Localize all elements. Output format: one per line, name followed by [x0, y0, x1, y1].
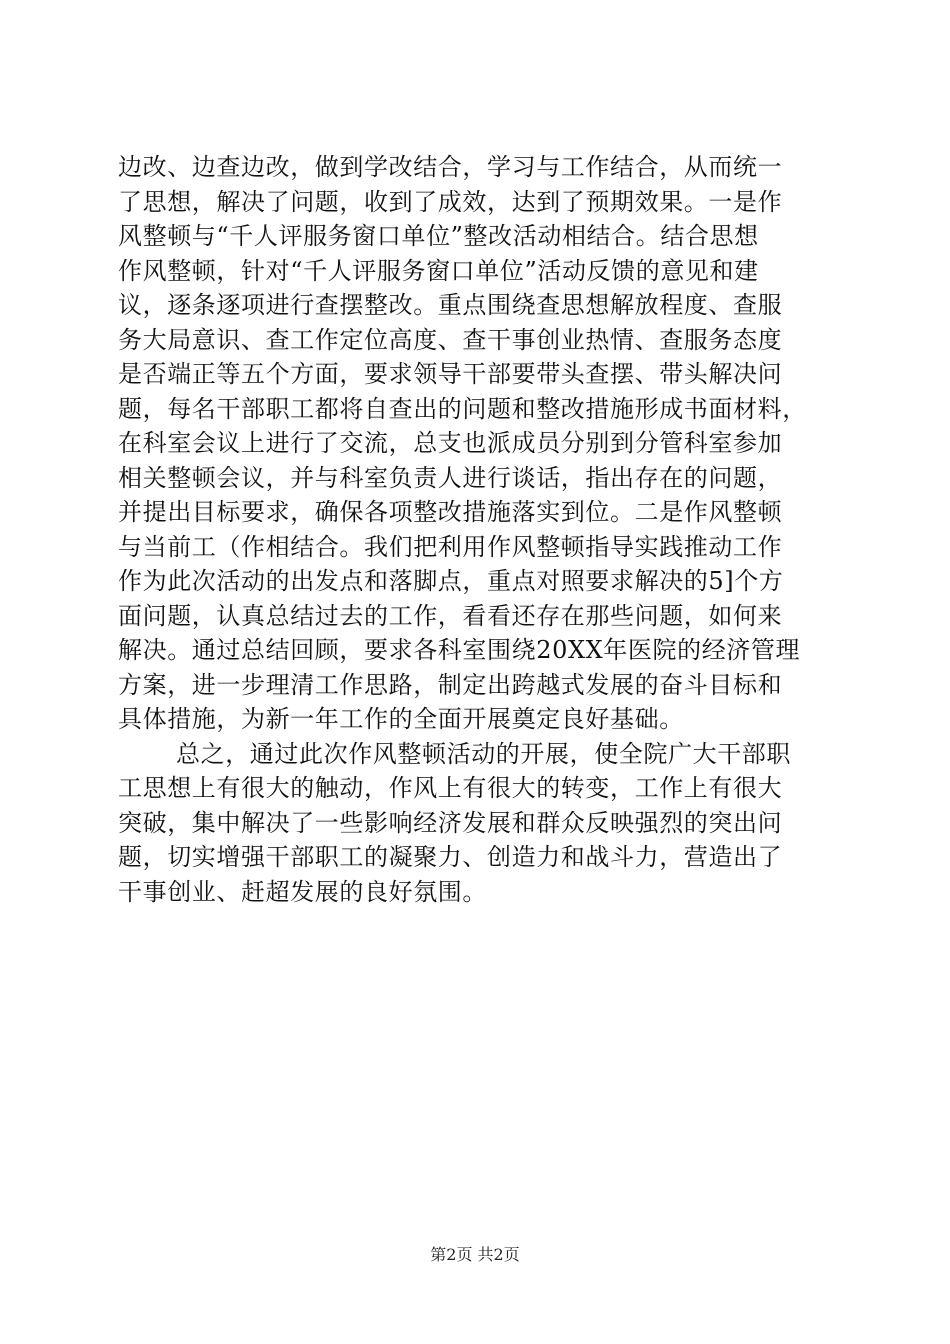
- text-line: 面问题，认真总结过去的工作，看看还存在那些问题，如何来: [118, 601, 783, 630]
- text-line: 题，每名干部职工都将自查出的问题和整改措施形成书面材料，: [118, 394, 807, 423]
- text-line: 务大局意识、查工作定位高度、查干事创业热情、查服务态度: [118, 325, 783, 354]
- text-line: 干事创业、赶超发展的良好氛围。: [118, 877, 487, 906]
- text-line: 题，切实增强干部职工的凝聚力、创造力和战斗力，营造出了: [118, 843, 783, 871]
- text-line: 是否端正等五个方面，要求领导干部要带头查摆、带头解决问: [118, 360, 783, 388]
- text-line: 在科室会议上进行了交流，总支也派成员分别到分管科室参加: [118, 429, 783, 457]
- text-line: 边改、边查边改，做到学改结合，学习与工作结合，从而统一: [118, 153, 783, 181]
- text-line: 具体措施，为新一年工作的全面开展奠定良好基础。: [118, 705, 684, 733]
- text-line: 工思想上有很大的触动，作风上有很大的转变，工作上有很大: [118, 774, 783, 802]
- text-line: 风整顿与“千人评服务窗口单位”整改活动相结合。结合思想: [118, 222, 759, 250]
- text-line: 方案，进一步理清工作思路，制定出跨越式发展的奋斗目标和: [118, 670, 783, 699]
- text-line: 作为此次活动的出发点和落脚点，重点对照要求解决的5]个方: [118, 567, 784, 595]
- page-footer: [0, 1244, 950, 1266]
- text-line: 相关整顿会议，并与科室负责人进行谈话，指出存在的问题，: [118, 463, 783, 492]
- text-line: 与当前工（作相结合。我们把利用作风整顿指导实践推动工作: [118, 532, 783, 561]
- page-number-label: 第2页 共2页: [430, 1245, 520, 1264]
- text-line: 突破，集中解决了一些影响经济发展和群众反映强烈的突出问: [118, 808, 783, 837]
- text-line: 作风整顿，针对“千人评服务窗口单位”活动反馈的意见和建: [118, 256, 759, 285]
- text-line: 解决。通过总结回顾，要求各科室围绕20XX年医院的经济管理: [118, 636, 801, 664]
- document-body: [118, 150, 834, 909]
- text-line: 并提出目标要求，确保各项整改措施落实到位。二是作风整顿: [118, 498, 783, 526]
- text-line: 了思想，解决了问题，收到了成效，达到了预期效果。一是作: [118, 187, 783, 216]
- text-line: 议，逐条逐项进行查摆整改。重点围绕查思想解放程度、查服: [118, 291, 783, 319]
- paragraph-start-line: 总之，通过此次作风整顿活动的开展，使全院广大干部职: [176, 739, 791, 768]
